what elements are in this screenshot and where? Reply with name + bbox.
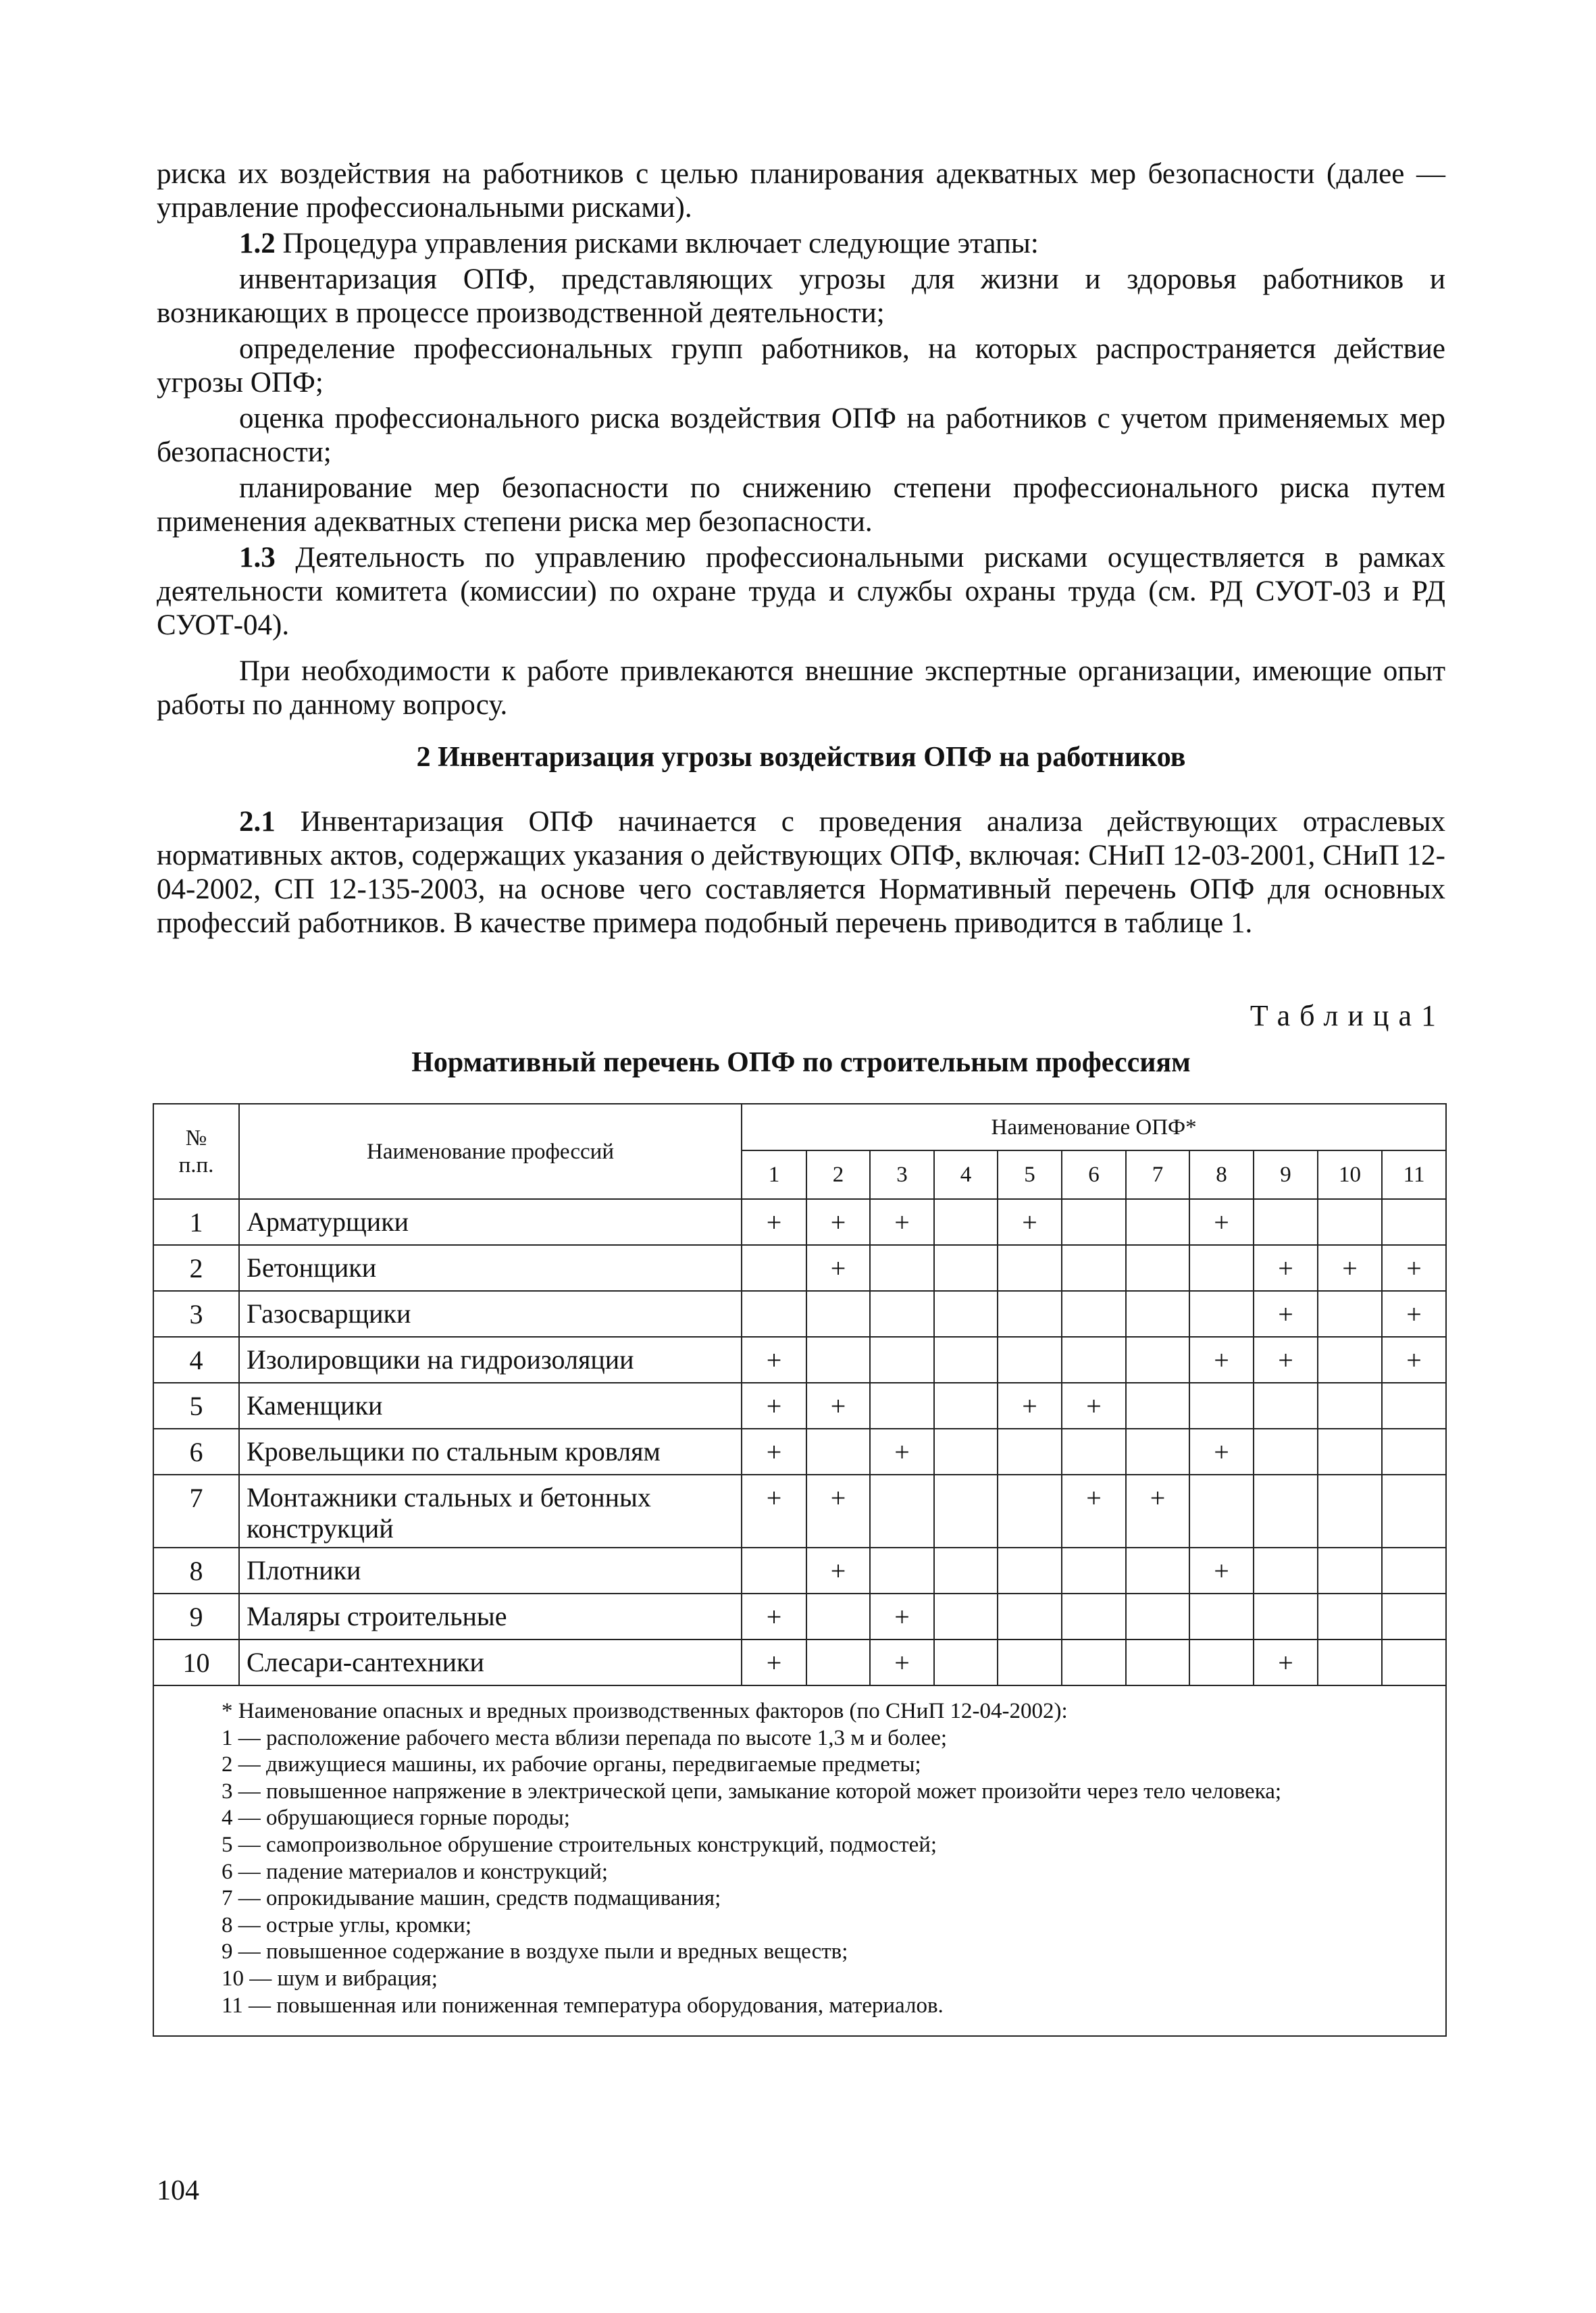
factor-mark-7: [1126, 1199, 1189, 1245]
factor-mark-10: [1318, 1429, 1382, 1475]
factor-mark-10: [1318, 1594, 1382, 1640]
table-row: [153, 1640, 1446, 1685]
factor-mark-8: [1189, 1291, 1254, 1337]
table-row: [153, 1429, 1446, 1475]
factor-mark-11: [1382, 1475, 1446, 1548]
factor-mark-2: +: [806, 1199, 870, 1245]
factor-mark-7: [1126, 1429, 1189, 1475]
factor-mark-2: [806, 1337, 870, 1383]
factor-mark-11: [1382, 1429, 1446, 1475]
section-heading: 2 Инвентаризация угрозы воздействия ОПФ на работников: [416, 742, 1186, 773]
factor-mark-8: [1189, 1475, 1254, 1548]
row-profession: Плотники: [239, 1548, 742, 1594]
factor-mark-5: [998, 1594, 1062, 1640]
factor-mark-7: [1126, 1291, 1189, 1337]
opf-table: [153, 1103, 1447, 2037]
factor-mark-4: [934, 1337, 998, 1383]
factor-mark-10: +: [1318, 1245, 1382, 1291]
page-number: 104: [157, 2175, 199, 2206]
header-factor-11: 11: [1382, 1150, 1446, 1199]
factor-mark-11: [1382, 1640, 1446, 1685]
footnote-line: * Наименование опасных и вредных производственных факторов (по СНиП 12-04-2002):: [222, 1699, 1068, 1723]
factor-mark-9: [1254, 1475, 1318, 1548]
row-profession: Бетонщики: [239, 1245, 742, 1291]
table-row: [153, 1291, 1446, 1337]
factor-mark-7: [1126, 1245, 1189, 1291]
factor-mark-8: +: [1189, 1199, 1254, 1245]
factor-mark-2: [806, 1429, 870, 1475]
factor-mark-11: [1382, 1594, 1446, 1640]
table-footnote: [153, 1685, 1446, 2036]
factor-mark-6: +: [1062, 1475, 1126, 1548]
factor-mark-1: +: [742, 1383, 806, 1429]
factor-mark-1: +: [742, 1429, 806, 1475]
factor-mark-6: +: [1062, 1383, 1126, 1429]
factor-mark-1: +: [742, 1640, 806, 1685]
factor-mark-6: [1062, 1548, 1126, 1594]
header-profession: Наименование профессий: [239, 1104, 742, 1199]
factor-mark-11: +: [1382, 1245, 1446, 1291]
factor-mark-9: [1254, 1548, 1318, 1594]
factor-mark-7: [1126, 1640, 1189, 1685]
factor-mark-1: [742, 1245, 806, 1291]
factor-mark-9: +: [1254, 1337, 1318, 1383]
factor-mark-4: [934, 1548, 998, 1594]
factor-mark-6: [1062, 1245, 1126, 1291]
factor-mark-10: [1318, 1548, 1382, 1594]
footnote-line: 8 — острые углы, кромки;: [222, 1912, 472, 1937]
factor-mark-4: [934, 1475, 998, 1548]
footnote-line: 9 — повышенное содержание в воздухе пыли и вредных веществ;: [222, 1939, 848, 1964]
factor-mark-9: +: [1254, 1291, 1318, 1337]
factor-mark-6: [1062, 1337, 1126, 1383]
factor-mark-8: [1189, 1594, 1254, 1640]
table-row: [153, 1548, 1446, 1594]
intro-text: [157, 157, 1445, 722]
factor-mark-8: +: [1189, 1548, 1254, 1594]
header-factor-8: 8: [1189, 1150, 1254, 1199]
factor-mark-3: [870, 1383, 934, 1429]
header-factor-5: 5: [998, 1150, 1062, 1199]
factor-mark-4: [934, 1199, 998, 1245]
factor-mark-7: [1126, 1337, 1189, 1383]
factor-mark-3: +: [870, 1640, 934, 1685]
factor-mark-8: +: [1189, 1429, 1254, 1475]
factor-mark-1: +: [742, 1199, 806, 1245]
factor-mark-1: +: [742, 1594, 806, 1640]
row-number: 1: [153, 1199, 239, 1245]
row-number: 9: [153, 1594, 239, 1640]
footnote-line: 4 — обрушающиеся горные породы;: [222, 1806, 570, 1831]
factor-mark-6: [1062, 1594, 1126, 1640]
factor-mark-2: +: [806, 1245, 870, 1291]
row-number: 5: [153, 1383, 239, 1429]
factor-mark-6: [1062, 1640, 1126, 1685]
paragraph-stage-2: определение профессиональных групп работников, на которых распространяется действие угрозы ОПФ;: [157, 333, 1445, 399]
paragraph-1-2: 1.2 Процедура управления рисками включает следующие этапы:: [239, 228, 1039, 259]
factor-mark-4: [934, 1245, 998, 1291]
factor-mark-4: [934, 1383, 998, 1429]
header-factor-9: 9: [1254, 1150, 1318, 1199]
footnote-line: 11 — повышенная или пониженная температура оборудования, материалов.: [222, 1993, 944, 2018]
factor-mark-11: [1382, 1548, 1446, 1594]
factor-mark-9: [1254, 1594, 1318, 1640]
row-profession: Изолировщики на гидроизоляции: [239, 1337, 742, 1383]
table-row: [153, 1337, 1446, 1383]
factor-mark-3: [870, 1245, 934, 1291]
table-title: Нормативный перечень ОПФ по строительным профессиям: [411, 1047, 1191, 1078]
factor-mark-4: [934, 1429, 998, 1475]
row-profession: Маляры строительные: [239, 1594, 742, 1640]
factor-mark-3: +: [870, 1594, 934, 1640]
row-profession: Слесари-сантехники: [239, 1640, 742, 1685]
row-number: 7: [153, 1475, 239, 1548]
factor-mark-11: +: [1382, 1291, 1446, 1337]
paragraph-experts: При необходимости к работе привлекаются внешние экспертные организации, имеющие опыт работы по данному вопросу.: [157, 655, 1445, 721]
row-profession: Монтажники стальных и бетонных конструкций: [239, 1475, 742, 1548]
paragraph-1-3: 1.3 Деятельность по управлению профессиональными рисками осуществляется в рамках деятельности комитета (комиссии) по охране труда и службы охраны труда (см. РД СУОТ-03 и РД СУОТ-04).: [157, 542, 1445, 641]
table-row: [153, 1594, 1446, 1640]
footnote-line: 7 — опрокидывание машин, средств подмащивания;: [222, 1886, 721, 1911]
factor-mark-5: [998, 1245, 1062, 1291]
factor-mark-1: [742, 1291, 806, 1337]
table-row: [153, 1383, 1446, 1429]
factor-mark-7: [1126, 1383, 1189, 1429]
factor-mark-3: +: [870, 1199, 934, 1245]
factor-mark-2: +: [806, 1548, 870, 1594]
factor-mark-9: [1254, 1383, 1318, 1429]
footnote-line: 3 — повышенное напряжение в электрической цепи, замыкание которой может произойти через тело человека;: [222, 1779, 1282, 1804]
factor-mark-3: [870, 1337, 934, 1383]
factor-mark-10: [1318, 1199, 1382, 1245]
header-factor-7: 7: [1126, 1150, 1189, 1199]
factor-mark-4: [934, 1291, 998, 1337]
table-row: [153, 1475, 1446, 1548]
table-label: Таблица1: [1250, 999, 1445, 1032]
footnote-line: 5 — самопроизвольное обрушение строительных конструкций, подмостей;: [222, 1832, 937, 1857]
header-number: № п.п.: [153, 1104, 239, 1199]
row-profession: Кровельщики по стальным кровлям: [239, 1429, 742, 1475]
factor-mark-5: [998, 1548, 1062, 1594]
footnote-line: 10 — шум и вибрация;: [222, 1966, 438, 1991]
factor-mark-1: +: [742, 1337, 806, 1383]
row-number: 3: [153, 1291, 239, 1337]
row-profession: Газосварщики: [239, 1291, 742, 1337]
factor-mark-4: [934, 1640, 998, 1685]
factor-mark-8: [1189, 1383, 1254, 1429]
factor-mark-1: +: [742, 1475, 806, 1548]
header-factor-6: 6: [1062, 1150, 1126, 1199]
factor-mark-2: +: [806, 1383, 870, 1429]
factor-mark-3: [870, 1548, 934, 1594]
factor-mark-8: [1189, 1245, 1254, 1291]
row-number: 4: [153, 1337, 239, 1383]
factor-mark-1: [742, 1548, 806, 1594]
paragraph-2-1: 2.1 Инвентаризация ОПФ начинается с проведения анализа действующих отраслевых нормативных актов, содержащих указания о действующих ОПФ, включая: СНиП 12-03-2001, СНиП 12-04-2002, СП 12-135-2003, на основе чего составляется Нормативный перечень ОПФ для основных профессий работников. В качестве примера подобный перечень приводится в таблице 1.: [157, 806, 1445, 939]
factor-mark-3: [870, 1291, 934, 1337]
factor-mark-5: +: [998, 1383, 1062, 1429]
factor-mark-9: [1254, 1429, 1318, 1475]
factor-mark-8: +: [1189, 1337, 1254, 1383]
factor-mark-10: [1318, 1291, 1382, 1337]
header-factor-1: 1: [742, 1150, 806, 1199]
factor-mark-9: +: [1254, 1640, 1318, 1685]
footnote-line: 2 — движущиеся машины, их рабочие органы, передвигаемые предметы;: [222, 1752, 921, 1777]
factor-mark-3: +: [870, 1429, 934, 1475]
factor-mark-10: [1318, 1640, 1382, 1685]
factor-mark-2: +: [806, 1475, 870, 1548]
factor-mark-4: [934, 1594, 998, 1640]
row-number: 8: [153, 1548, 239, 1594]
factor-mark-7: [1126, 1594, 1189, 1640]
header-factor-2: 2: [806, 1150, 870, 1199]
table-row: [153, 1199, 1446, 1245]
row-number: 2: [153, 1245, 239, 1291]
table-header: [153, 1104, 1446, 1199]
row-profession: Арматурщики: [239, 1199, 742, 1245]
factor-mark-2: [806, 1291, 870, 1337]
factor-mark-10: [1318, 1383, 1382, 1429]
header-factor-4: 4: [934, 1150, 998, 1199]
footnote-line: 6 — падение материалов и конструкций;: [222, 1859, 609, 1884]
factor-mark-5: [998, 1337, 1062, 1383]
paragraph-stage-1: инвентаризация ОПФ, представляющих угрозы для жизни и здоровья работников и возникающих в процессе производственной деятельности;: [157, 263, 1445, 329]
factor-mark-5: [998, 1640, 1062, 1685]
header-factor-10: 10: [1318, 1150, 1382, 1199]
factor-mark-11: +: [1382, 1337, 1446, 1383]
factor-mark-6: [1062, 1429, 1126, 1475]
factor-mark-7: +: [1126, 1475, 1189, 1548]
paragraph-stage-3: оценка профессионального риска воздействия ОПФ на работников с учетом применяемых мер безопасности;: [157, 403, 1445, 468]
factor-mark-3: [870, 1475, 934, 1548]
factor-mark-7: [1126, 1548, 1189, 1594]
factor-mark-9: [1254, 1199, 1318, 1245]
section-2-text: [157, 805, 1445, 940]
factor-mark-5: [998, 1429, 1062, 1475]
header-factor-3: 3: [870, 1150, 934, 1199]
factor-mark-11: [1382, 1199, 1446, 1245]
factor-mark-9: +: [1254, 1245, 1318, 1291]
row-profession: Каменщики: [239, 1383, 742, 1429]
factor-mark-2: [806, 1594, 870, 1640]
row-number: 6: [153, 1429, 239, 1475]
paragraph-1: риска их воздействия на работников с целью планирования адекватных мер безопасности (далее — управление профессиональными рисками).: [157, 158, 1445, 224]
factor-mark-2: [806, 1640, 870, 1685]
row-number: 10: [153, 1640, 239, 1685]
factor-mark-5: +: [998, 1199, 1062, 1245]
header-opf: Наименование ОПФ*: [742, 1104, 1446, 1150]
factor-mark-8: [1189, 1640, 1254, 1685]
table-row: [153, 1245, 1446, 1291]
factor-mark-6: [1062, 1199, 1126, 1245]
factor-mark-5: [998, 1475, 1062, 1548]
factor-mark-5: [998, 1291, 1062, 1337]
paragraph-stage-4: планирование мер безопасности по снижению степени профессионального риска путем применения адекватных степени риска мер безопасности.: [157, 472, 1445, 538]
factor-mark-6: [1062, 1291, 1126, 1337]
factor-mark-10: [1318, 1337, 1382, 1383]
factor-mark-10: [1318, 1475, 1382, 1548]
table-body: [153, 1199, 1446, 1685]
footnote-line: 1 — расположение рабочего места вблизи перепада по высоте 1,3 м и более;: [222, 1725, 948, 1750]
factor-mark-11: [1382, 1383, 1446, 1429]
